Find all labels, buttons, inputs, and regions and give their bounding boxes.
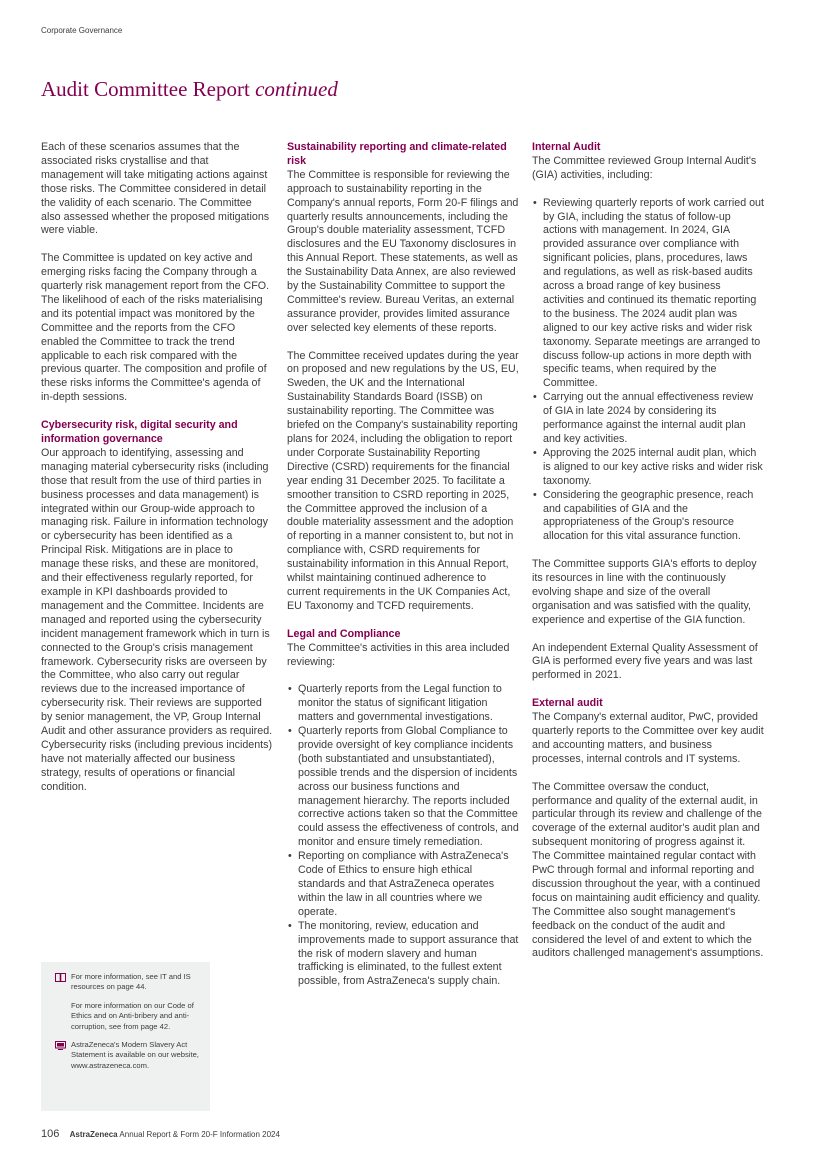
monitor-icon bbox=[55, 1041, 66, 1053]
title-suffix: continued bbox=[255, 77, 338, 101]
heading-legal-compliance: Legal and Compliance bbox=[287, 627, 401, 640]
paragraph: An independent External Quality Assessment of GIA is performed every five years and was last performed in 2021. bbox=[532, 641, 758, 682]
list-item: • Quarterly reports from Global Compliance to provide oversight of key compliance incidents (both substantiated and unsubstantiated), possible trends and the dispersion of incidents across our business functions and management hierarchy. The reports included corrective actions taken so that the Committee could assess the effectiveness of controls, and monitor and ensure timely remediation. bbox=[287, 725, 519, 850]
list-item: • Approving the 2025 internal audit plan, which is aligned to our key active risks and wider risk taxonomy. bbox=[532, 447, 764, 489]
paragraph: Our approach to identifying, assessing and managing material cybersecurity risks (including those that result from the use of third parties in business processes and data management) is integrated within our Group-wide approach to managing risk. Failure in information technology or cybersecurity has been identified as a Principal Risk. Mitigations are in place to manage these risks, and these are monitored, and their effectiveness regularly reported, for example in KPI dashboards provided to management and the Committee. Incidents are managed and reported using the cybersecurity incident management framework which in turn is connected to the Group's crisis management framework. Cybersecurity risks are overseen by the Committee, who also carry out regular reviews due to the increased importance of cybersecurity risk. Their reviews are supported by senior management, the VP, Group Internal Audit and other assurance providers as required. Cybersecurity risks (including previous incidents) have not materially affected our business strategy, results of operations or financial condition. bbox=[41, 446, 273, 793]
paragraph: The Committee oversaw the conduct, performance and quality of the external audit, in particular through its review and challenge of the coverage of the external auditor's audit plan and subsequent monitoring of progress against it. The Committee maintained regular contact with PwC through formal and informal reporting and discussion throughout the year, with a continued focus on maintaining audit efficiency and quality. The Committee also sought management's feedback on the conduct of the audit and considered the level of and extent to which the auditors challenged management's assumptions. bbox=[532, 780, 764, 960]
brand-name: AstraZeneca bbox=[69, 1130, 118, 1139]
paragraph: The Committee supports GIA's efforts to deploy its resources in line with the continuously evolving shape and size of the overall organisation and was satisfied with the quality, experience and expertise of the GIA function. bbox=[532, 558, 757, 626]
list-item: • Quarterly reports from the Legal function to monitor the status of significant litigation matters and governmental investigations. bbox=[287, 683, 519, 725]
paragraph: The Committee is updated on key active and emerging risks facing the Company through a quarterly risk management report from the CFO. The likelihood of each of the risks materialising and its potential impact was monitored by the Committee and the reports from the CFO enabled the Committee to track the trend applicable to each risk compared with the previous quarter. The composition and profile of these risks informs the Committee's agenda of in-depth sessions. bbox=[41, 252, 270, 404]
paragraph: The Committee reviewed Group Internal Audit's (GIA) activities, including: bbox=[532, 154, 757, 181]
column-3 bbox=[532, 141, 764, 975]
title-main: Audit Committee Report bbox=[41, 77, 250, 101]
heading-external-audit: External audit bbox=[532, 697, 603, 710]
legal-list bbox=[287, 683, 519, 989]
info-text: For more information on our Code of Ethics and on Anti-bribery and anti-corruption, see from page 42. bbox=[71, 1000, 194, 1031]
list-item: • Reviewing quarterly reports of work carried out by GIA, including the status of follow-up actions with management. In 2024, GIA provided assurance over compliance with significant policies, plans, procedures, laws and regulations, as well as risk-based audits across a broad range of key business activities and continued its thematic reporting to the business. The 2024 audit plan was aligned to our key active risks and wider risk taxonomy. Separate meetings are arranged to discuss follow-up actions in more depth with specific teams, when required by the Committee. bbox=[532, 197, 764, 392]
paragraph: The Committee's activities in this area included reviewing: bbox=[287, 641, 510, 668]
paragraph: The Committee received updates during the year on proposed and new regulations by the US, EU, Sweden, the UK and the International Sustainability Standards Board (ISSB) on sustainability reporting. The Committee was briefed on the Company's sustainability reporting plans for 2024, including the obligation to report under Corporate Sustainability Reporting Directive (CSRD) requirements for the financial year ending 31 December 2025. To facilitate a smoother transition to CSRD reporting in 2025, the Committee approved the inclusion of a double materiality assessment and the adoption of reporting in a manner consistent to, but not in compliance with, CSRD requirements for sustainability information in this Annual Report, whilst maintaining continued adherence to current requirements in the UK Companies Act, EU Taxonomy and TCFD requirements. bbox=[287, 349, 519, 612]
info-box bbox=[41, 962, 210, 1111]
paragraph: The Company's external auditor, PwC, provided quarterly reports to the Committee over key audit and accounting matters, and business processes, internal controls and IT systems. bbox=[532, 711, 764, 765]
info-item-code-of-ethics bbox=[55, 1001, 200, 1032]
book-icon bbox=[55, 973, 66, 985]
paragraph: The Committee is responsible for reviewing the approach to sustainability reporting in the Company's annual reports, Form 20-F filings and quarterly results announcements, including the Group's double materiality assessment, TCFD disclosures and the EU Taxonomy disclosures in this Annual Report. These statements, as well as the Sustainability Data Annex, are also reviewed by the Sustainability Committee to support the Committee's review. Bureau Veritas, an external assurance provider, provides limited assurance over selected key elements of these reports. bbox=[287, 168, 519, 334]
heading-cybersecurity: Cybersecurity risk, digital security and information governance bbox=[41, 419, 238, 445]
page-title bbox=[41, 77, 338, 102]
list-item: • Considering the geographic presence, reach and capabilities of GIA and the appropriateness of the Group's resource allocation for this vital assurance function. bbox=[532, 489, 764, 545]
column-2 bbox=[287, 141, 519, 1003]
page-number: 106 bbox=[41, 1128, 60, 1140]
column-1 bbox=[41, 141, 273, 808]
footer bbox=[41, 1128, 280, 1140]
internal-audit-list bbox=[532, 197, 764, 545]
info-text: AstraZeneca's Modern Slavery Act Statement is available on our website, www.astrazeneca.com. bbox=[71, 1040, 199, 1070]
list-item: • Carrying out the annual effectiveness review of GIA in late 2024 by considering its performance against the internal audit plan and key activities. bbox=[532, 391, 764, 447]
heading-internal-audit: Internal Audit bbox=[532, 141, 601, 153]
info-item-it-resources bbox=[55, 972, 200, 993]
list-item: • The monitoring, review, education and improvements made to support assurance that the risk of modern slavery and human trafficking is eliminated, to the fullest extent possible, from AstraZeneca's supply chain. bbox=[287, 920, 519, 990]
info-text: For more information, see IT and IS resources on page 44. bbox=[71, 972, 191, 992]
section-label: Corporate Governance bbox=[41, 26, 123, 35]
list-item: • Reporting on compliance with AstraZeneca's Code of Ethics to ensure high ethical standards and that AstraZeneca operates within the law in all countries where we operate. bbox=[287, 850, 519, 920]
info-item-modern-slavery bbox=[55, 1040, 200, 1071]
paragraph: Each of these scenarios assumes that the associated risks crystallise and that management will take mitigating actions against those risks. The Committee considered in detail the validity of each scenario. The Committee also assessed whether the proposed mitigations were viable. bbox=[41, 141, 270, 237]
heading-sustainability: Sustainability reporting and climate-related risk bbox=[287, 141, 507, 167]
document-title: Annual Report & Form 20-F Information 2024 bbox=[119, 1130, 280, 1139]
